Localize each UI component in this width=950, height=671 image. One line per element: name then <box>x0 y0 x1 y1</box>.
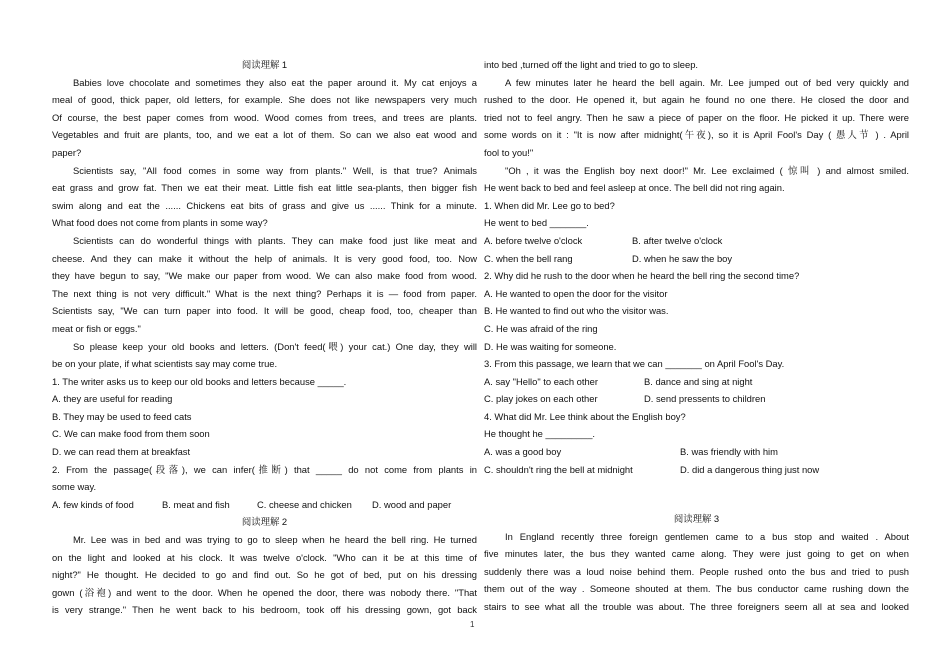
text-line: on the light and looked at his clock. It was twelve o'clock. "Who can it be at this time of <box>52 551 477 563</box>
question-1-option-b: B. after twelve o'clock <box>632 234 723 246</box>
question-1: 1. When did Mr. Lee go to bed? <box>484 199 615 211</box>
question-2-options <box>52 496 477 514</box>
passage-1-paragraph-3 <box>52 232 477 338</box>
page-number: 1 <box>470 620 475 629</box>
question-1-option-b: B. They may be used to feed cats <box>52 410 192 422</box>
passage-3-title: 阅读理解 3 <box>673 513 720 524</box>
question-4-options-row-1 <box>484 443 909 461</box>
question-2-option-d: D. wood and paper <box>372 498 452 510</box>
question-3-options-row-1 <box>484 373 909 391</box>
question-3: 3. From this passage, we learn that we can _______ on April Fool's Day. <box>484 358 785 370</box>
question-1-option-a: A. they are useful for reading <box>52 393 173 405</box>
text-line: gown (浴袍) and went to the door. When he opened the door, there was nobody there. "That <box>52 586 477 598</box>
passage-2-paragraph-3 <box>484 162 909 197</box>
text-line: paper? <box>52 146 82 158</box>
text-line: In England recently three foreign gentlemen came to a bus stop and waited . About <box>505 530 909 542</box>
text-line: meat or fish or eggs." <box>52 322 141 334</box>
text-line: rushed to the door. He opened it, but again he found no one there. He closed the door and <box>484 94 909 106</box>
passage-2-paragraph-1 <box>52 531 477 619</box>
text-line: be on your plate, if what scientists say may come true. <box>52 358 278 370</box>
question-2: 2. Why did he rush to the door when he heard the bell ring the second time? <box>484 270 800 282</box>
question-2-option-c: C. cheese and chicken <box>257 498 352 510</box>
question-1-option-a: A. before twelve o'clock <box>484 234 583 246</box>
question-1: 1. The writer asks us to keep our old books and letters because _____. <box>52 375 347 387</box>
text-line: stairs to see what all the trouble was about. The three foreigners seem all at sea and looked <box>484 600 909 612</box>
passage-2-paragraph-2 <box>484 74 909 162</box>
text-line: He went back to bed and feel asleep at once. The bell did not ring again. <box>484 182 785 194</box>
passage-1-title: 阅读理解 1 <box>241 59 288 70</box>
passage-2-continued: into bed ,turned off the light and tried to go to sleep. <box>484 59 699 70</box>
text-line: Babies love chocolate and sometimes they also eat the paper around it. My cat enjoys a <box>73 76 477 88</box>
question-4-options-row-2 <box>484 461 909 479</box>
text-line: they have begun to say, "We make our paper from wood. We can also make food from wood. <box>52 270 477 282</box>
question-4-option-b: B. was friendly with him <box>680 446 778 458</box>
question-3-option-b: B. dance and sing at night <box>644 375 753 387</box>
question-4-option-c: C. shouldn't ring the bell at midnight <box>484 463 633 475</box>
question-1-stem: He went to bed _______. <box>484 217 589 229</box>
question-4-option-a: A. was a good boy <box>484 446 562 458</box>
text-line: A few minutes later he heard the bell again. Mr. Lee jumped out of bed very quickly and <box>505 76 909 88</box>
question-3-options-row-2 <box>484 390 909 408</box>
text-line: eat grass and grow fat. Then we eat their meat. Little fish eat little sea-plants, then bigger fish <box>52 182 477 194</box>
question-2-option-d: D. He was waiting for someone. <box>484 340 617 352</box>
text-line: "Oh , it was the English boy next door!" Mr. Lee exclaimed ( 惊叫 ) and almost smiled. <box>505 164 909 176</box>
text-line: Scientists can do wonderful things with plants. They can make food just like meat and <box>73 234 477 246</box>
text-line: meal of good, thick paper, old letters, for example. She does not like newspapers very much <box>52 94 477 106</box>
text-line: suddenly there was a loud noise behind them. People rushed onto the bus and tried to push <box>484 565 909 577</box>
question-2-option-b: B. He wanted to find out who the visitor was. <box>484 305 669 317</box>
text-line: Of course, the best paper comes from wood. Wood comes from trees, and trees are plants. <box>52 111 477 123</box>
left-column <box>52 56 477 619</box>
question-1-options-row-2 <box>484 250 909 268</box>
question-2-option-b: B. meat and fish <box>162 498 230 510</box>
text-line: is very strange." Then he went back to his bedroom, took off his dressing gown, got back <box>52 604 477 616</box>
right-column <box>484 56 909 478</box>
text-line: tried not to feel angry. Then he saw a piece of paper on the floor. He picked it up. There were <box>484 111 909 123</box>
text-line: some words on it : "It is now after midnight(午夜), so it is April Fool's Day ( 愚人节 ) . April <box>484 129 909 141</box>
question-3-option-a: A. say "Hello" to each other <box>484 375 599 387</box>
passage-1-paragraph-1 <box>52 74 477 162</box>
passage-3 <box>484 510 909 616</box>
question-3-option-d: D. send pressents to children <box>644 393 766 405</box>
question-2-option-a: A. He wanted to open the door for the visitor <box>484 287 668 299</box>
question-3-option-c: C. play jokes on each other <box>484 393 598 405</box>
question-1-options-row-1 <box>484 232 909 250</box>
question-1-option-c: C. when the bell rang <box>484 252 573 264</box>
text-line: swim along and eat the ...... Chickens eat bits of grass and give us ...... Think for a minute. <box>52 199 477 211</box>
text-line: cheese. And they can make it without the help of animals. It is very good food, too. Now <box>52 252 477 264</box>
question-1-option-d: D. when he saw the boy <box>632 252 733 264</box>
passage-1-paragraph-2 <box>52 162 477 232</box>
text-line: Scientists say, "All food comes in some way from plants." Well, is that true? Animals <box>73 164 477 176</box>
question-2: 2. From the passage(段落), we can infer(推断) that _____ do not come from plants in <box>52 463 477 475</box>
text-line: What food does not come from plants in some way? <box>52 217 268 229</box>
text-line: fool to you!" <box>484 146 534 158</box>
text-line: Vegetables and fruit are plants, too, and we eat a lot of them. So can we also eat wood and <box>52 129 477 141</box>
question-1-option-c: C. We can make food from them soon <box>52 428 210 440</box>
text-line: night?" He thought. He decided to go and find out. So he got of bed, put on his dressing <box>52 569 477 581</box>
question-4-option-d: D. did a dangerous thing just now <box>680 463 820 475</box>
question-2-option-a: A. few kinds of food <box>52 498 134 510</box>
question-4-stem: He thought he _________. <box>484 428 596 440</box>
question-2-continued: some way. <box>52 481 97 493</box>
text-line: them out of the way . Someone shouted at them. The bus conductor came rushing down the <box>484 583 909 595</box>
text-line: Mr. Lee was in bed and was trying to go to sleep when he heard the bell ring. He turned <box>73 534 477 546</box>
passage-1-paragraph-4 <box>52 338 477 373</box>
text-line: So please keep your old books and letters. (Don't feed(喂) your cat.) One day, they will <box>73 340 477 352</box>
question-2-option-c: C. He was afraid of the ring <box>484 322 598 334</box>
question-1-option-d: D. we can read them at breakfast <box>52 446 191 458</box>
passage-2-title: 阅读理解 2 <box>241 516 288 528</box>
text-line: The next thing is not very difficult." What is the next thing? Perhaps it is — food from paper. <box>52 287 477 299</box>
text-line: Scientists say, "We can turn paper into food. It will be good, cheap food, too, cheaper than <box>52 305 477 317</box>
text-line: five minutes later, the bus they wanted came along. They were just going to get on when <box>484 548 909 560</box>
question-4: 4. What did Mr. Lee think about the English boy? <box>484 410 686 422</box>
